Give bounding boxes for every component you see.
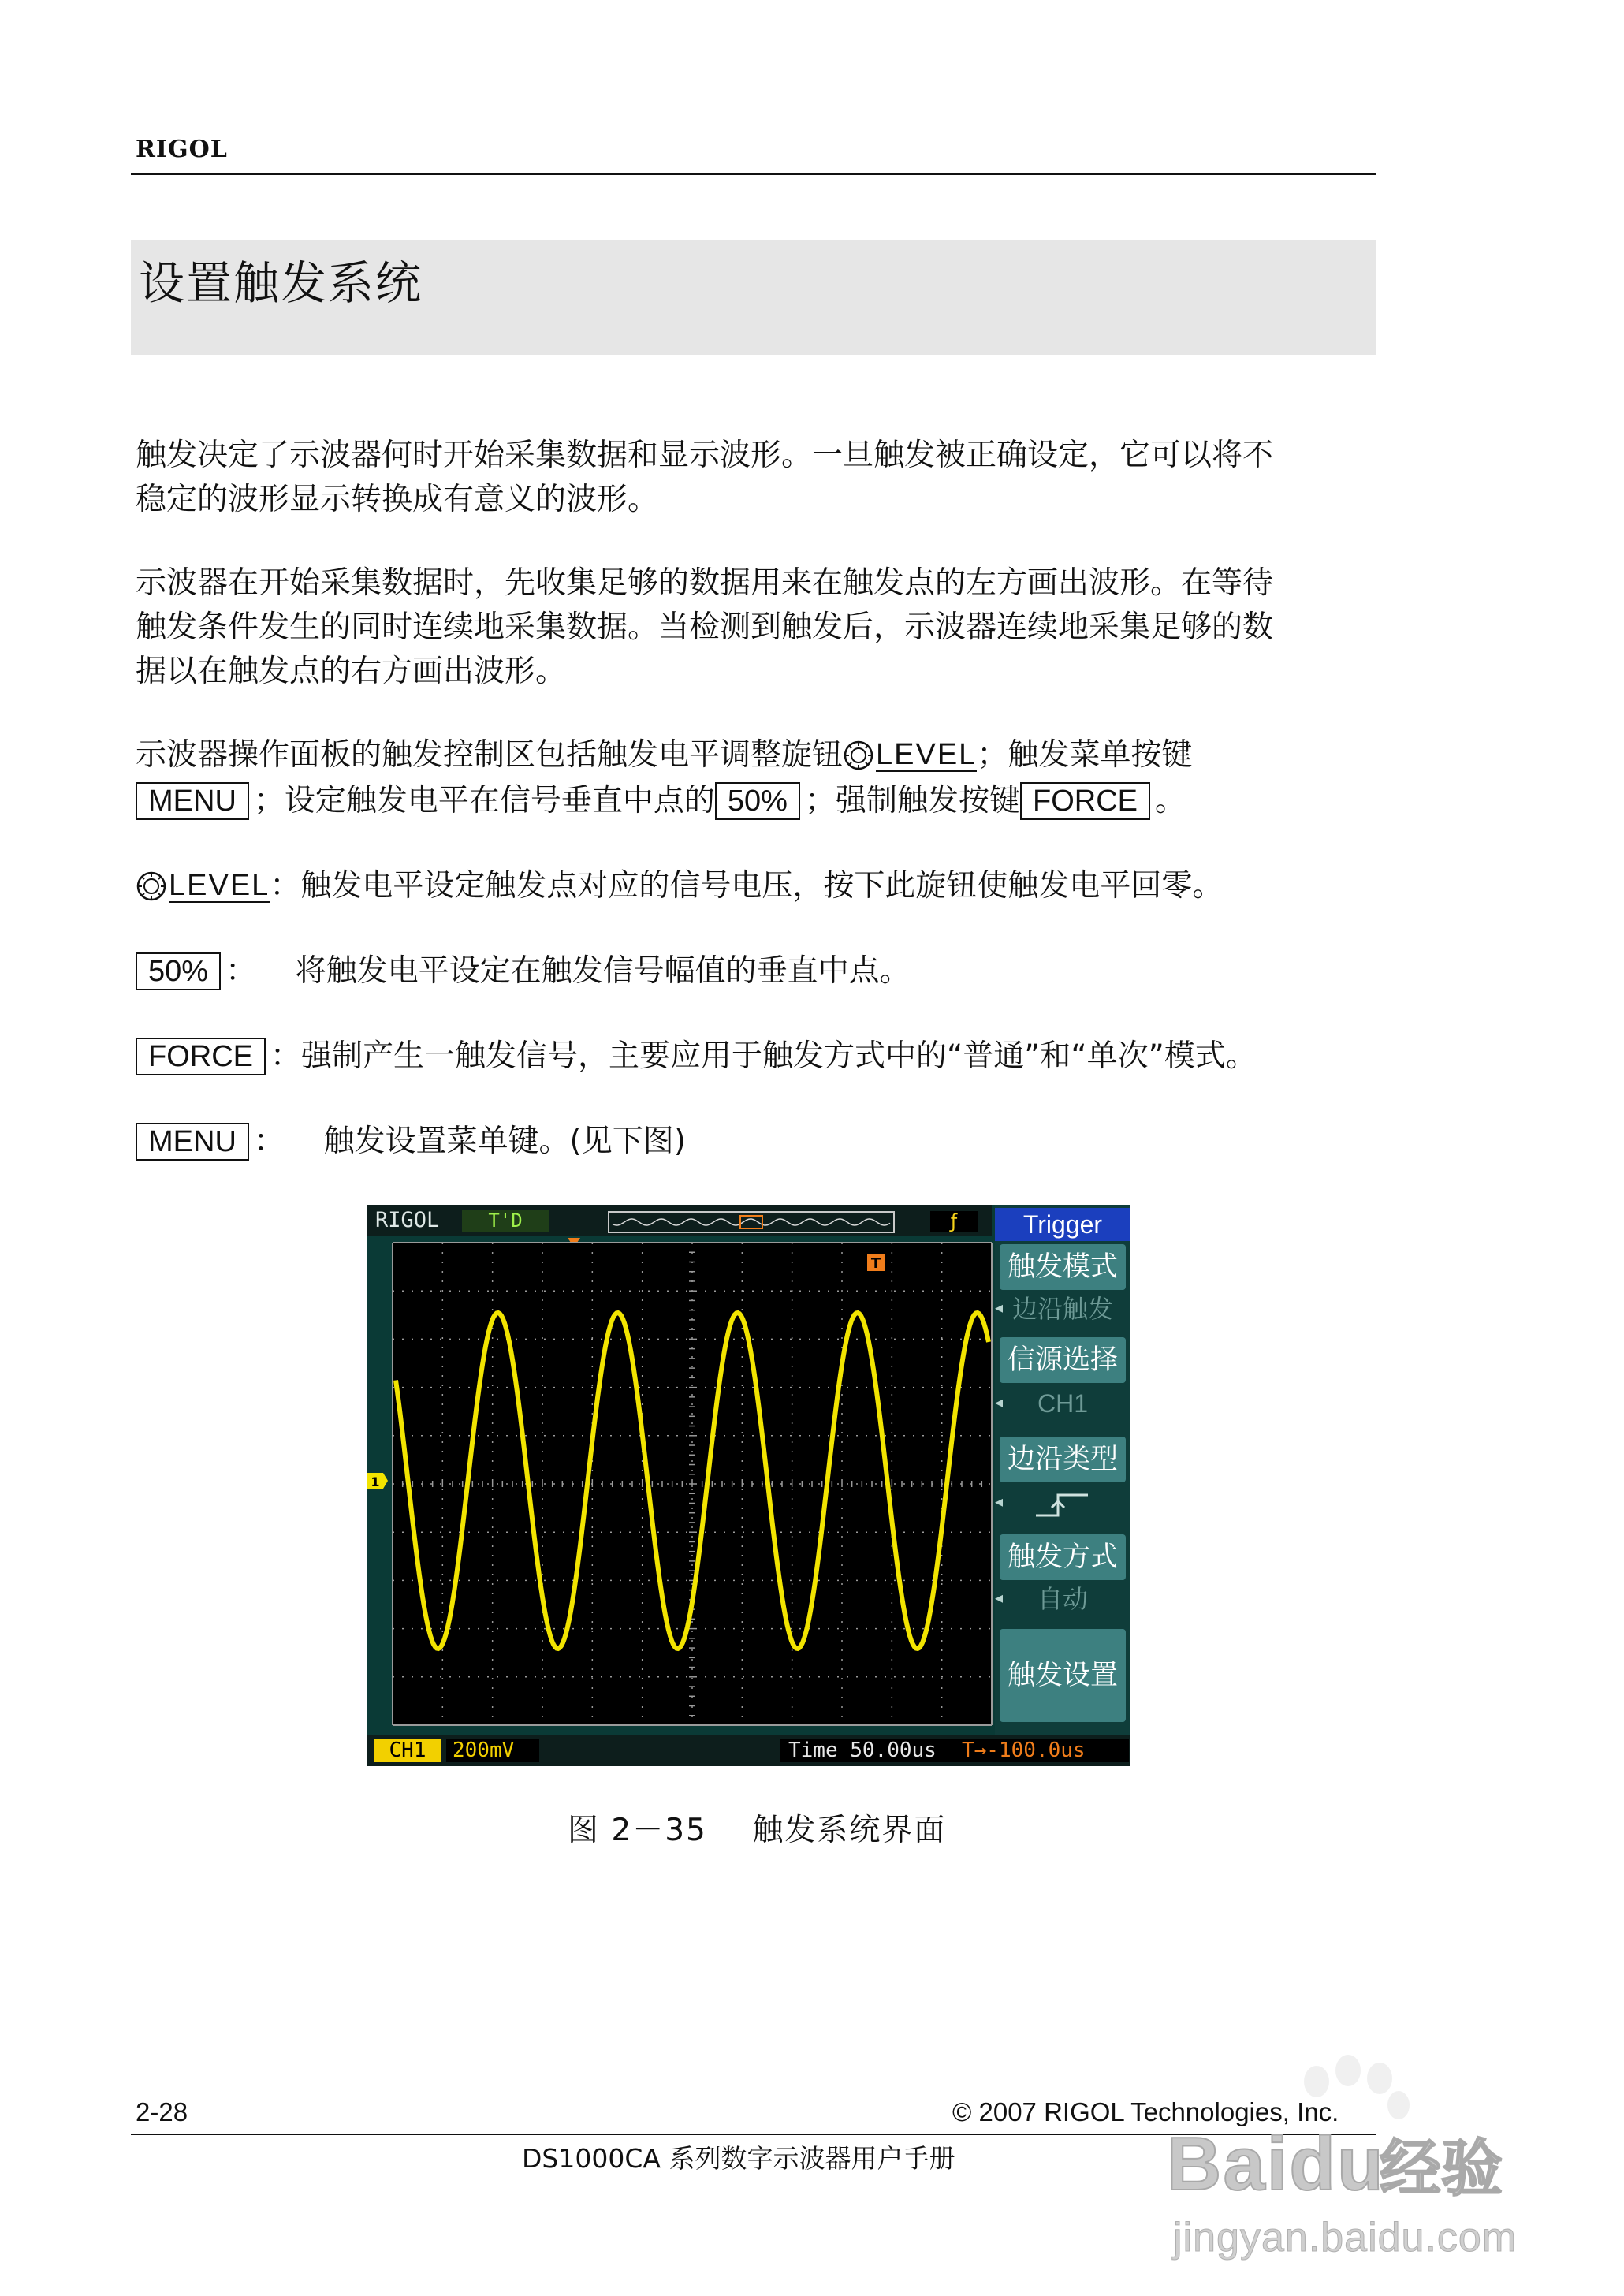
arrow-left-icon: ◂	[995, 1392, 1004, 1411]
softkey-source[interactable]: 信源选择	[1000, 1337, 1126, 1383]
softkey-sweep-value: 自动	[1037, 1585, 1088, 1613]
paragraph-controls-line2	[136, 779, 1186, 823]
menu-description: ： 触发设置菜单键。(见下图)	[253, 1124, 686, 1159]
controls-text-e: 。	[1154, 783, 1186, 818]
controls-text-a: 示波器操作面板的触发控制区包括触发电平调整旋钮	[136, 737, 844, 773]
run-state-badge: T'D	[462, 1210, 549, 1232]
menu-key: MENU	[136, 1123, 249, 1161]
definition-menu	[136, 1120, 686, 1164]
definition-level	[136, 864, 1223, 908]
definition-force	[136, 1034, 1257, 1079]
level-description: ：触发电平设定触发点对应的信号电压，按下此旋钮使触发电平回零。	[270, 868, 1224, 904]
ch1-tag: CH1	[374, 1739, 441, 1762]
force-description: ：强制产生一触发信号，主要应用于触发方式中的“普通”和“单次”模式。	[270, 1038, 1257, 1074]
menu-title: Trigger	[995, 1208, 1130, 1241]
trigger-offset-readout: T→-100.0us	[957, 1739, 1129, 1762]
softkey-slope[interactable]: 边沿类型	[1000, 1437, 1126, 1482]
fifty-percent-key: 50%	[136, 952, 221, 990]
watermark-url: jingyan.baidu.com	[1173, 2215, 1518, 2261]
force-key: FORCE	[1020, 782, 1150, 820]
controls-text-b: ；触发菜单按键	[977, 737, 1193, 773]
controls-text-c: ；设定触发电平在信号垂直中点的	[253, 783, 715, 818]
level-label: LEVEL	[876, 738, 978, 771]
level-label: LEVEL	[169, 869, 270, 902]
brand-header: RIGOL	[136, 136, 228, 163]
knob-icon	[843, 740, 874, 771]
scope-brand: RIGOL	[375, 1208, 440, 1232]
trigger-level-label: T	[870, 1255, 881, 1272]
knob-icon	[136, 870, 167, 902]
page-number: 2-28	[136, 2097, 188, 2126]
softkey-trigger-setup[interactable]: 触发设置	[1000, 1629, 1126, 1722]
section-title: 设置触发系统	[139, 256, 423, 310]
paragraph-intro: 触发决定了示波器何时开始采集数据和显示波形。一旦触发被正确设定，它可以将不 稳定的波形显示转换成有意义的波形。	[136, 438, 1274, 517]
menu-key: MENU	[136, 782, 249, 820]
fifty-description: ： 将触发电平设定在触发信号幅值的垂直中点。	[225, 953, 911, 989]
scope-display	[367, 1205, 995, 1735]
arrow-left-icon: ◂	[995, 1588, 1004, 1607]
timebase-readout: Time 50.00us	[780, 1739, 960, 1762]
definition-fifty	[136, 949, 911, 993]
ch1-ground-label: 1	[371, 1474, 380, 1489]
trigger-softkey-menu	[995, 1205, 1130, 1735]
figure-caption: 图 2－35 触发系统界面	[568, 1813, 947, 1848]
paragraph-acquisition: 示波器在开始采集数据时，先收集足够的数据用来在触发点的左方画出波形。在等待 触发条件发生的同时连续地采集数据。当检测到触发后，示波器连续地采集足够的数 据以在触发点的右方画出波形。	[136, 565, 1274, 689]
paragraph-controls-line1	[136, 733, 1192, 777]
rising-edge-icon	[1034, 1489, 1089, 1520]
scope-bottom-bar	[367, 1735, 1130, 1766]
softkey-trigger-mode[interactable]: 触发模式	[1000, 1244, 1126, 1290]
softkey-source-value: CH1	[1037, 1389, 1088, 1418]
copyright-notice: © 2007 RIGOL Technologies, Inc.	[952, 2097, 1339, 2126]
manual-title: DS1000CA 系列数字示波器用户手册	[522, 2143, 955, 2174]
volts-per-div: 200mV	[446, 1739, 539, 1762]
controls-text-d: ；强制触发按键	[804, 783, 1020, 818]
force-key: FORCE	[136, 1038, 266, 1075]
watermark-logo: Baidu	[1167, 2122, 1385, 2206]
oscilloscope-screen	[367, 1205, 1130, 1766]
header-rule	[131, 173, 1376, 175]
arrow-left-icon: ◂	[995, 1298, 1004, 1317]
watermark-logo-cn: 经验	[1380, 2134, 1503, 2205]
level-knob-key	[843, 739, 977, 772]
arrow-left-icon: ◂	[995, 1492, 1004, 1511]
level-knob-key	[136, 870, 270, 903]
softkey-sweep[interactable]: 触发方式	[1000, 1534, 1126, 1580]
fifty-percent-key: 50%	[715, 782, 800, 820]
trigger-edge-indicator: ƒ	[930, 1211, 978, 1232]
softkey-trigger-mode-value: 边沿触发	[1011, 1295, 1113, 1323]
